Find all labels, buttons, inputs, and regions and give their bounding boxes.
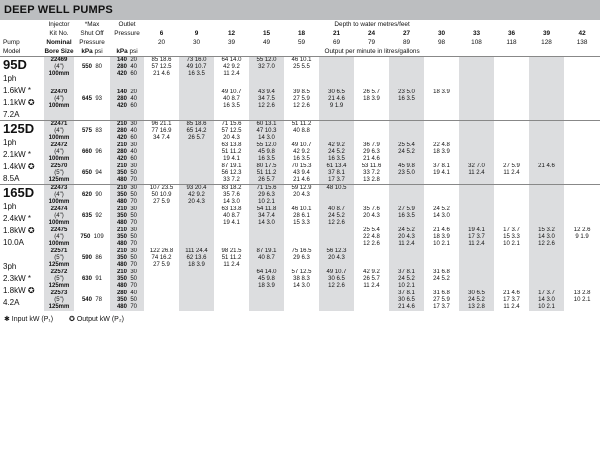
output-cell — [564, 163, 600, 185]
output-cell: 122 26.8 74 16.2 27 5.9 — [149, 248, 174, 268]
output-cell: 22 4.8 18 3.9 — [433, 142, 450, 155]
model-name: 165D — [3, 185, 35, 200]
output-cell — [354, 121, 389, 143]
kit-cell: 22473 (4") 100mm — [44, 185, 74, 207]
output-cell: 55 12.0 45 9.8 16 3.5 — [249, 142, 284, 163]
outlet-cell: 210 30 350 50 480 70 — [110, 227, 144, 248]
injector-label: Injector — [44, 20, 74, 29]
kit-cell: 22472 (4") 100mm — [44, 142, 74, 163]
depth-ft: 98 — [424, 38, 459, 47]
output-cell — [564, 57, 600, 89]
output-cell: 31 6.8 27 5.9 17 3.7 — [433, 290, 450, 310]
output-cell — [494, 89, 529, 121]
output-cell: 98 21.5 51 11.2 11 2.4 — [221, 248, 242, 268]
output-cell — [179, 227, 214, 248]
output-cell — [564, 121, 600, 143]
output-cell: 60 13.1 47 10.3 14 3.0 — [249, 121, 284, 143]
depth-m: 30 — [424, 29, 459, 38]
model-spec: 3ph — [3, 262, 17, 271]
output-cell — [564, 185, 600, 207]
kit-cell: 22475 (4") 100mm — [44, 227, 74, 248]
outlet-cell: 210 30 350 50 480 70 — [110, 163, 144, 185]
model-spec: 4.2A — [3, 298, 20, 307]
depth-m: 6 — [144, 29, 179, 38]
output-cell — [459, 121, 494, 143]
output-cell — [389, 248, 424, 269]
output-cell: 15 3.2 14 3.0 12 2.6 — [529, 227, 564, 248]
depth-ft: 39 — [214, 38, 249, 47]
table-row — [0, 89, 600, 121]
output-cell — [529, 142, 564, 163]
shut-off-cell: 630 91 — [81, 276, 103, 282]
depth-ft: 69 — [319, 38, 354, 47]
output-cell: 35 7.6 20 4.3 — [363, 206, 380, 219]
outlet-pressure-label: Pressure — [110, 29, 144, 38]
output-cell: 87 19.1 56 12.3 33 7.2 — [221, 163, 242, 183]
output-cell: 43 9.4 34 7.5 12 2.6 — [249, 89, 284, 121]
output-cell — [494, 57, 529, 89]
output-cell: 83 18.2 35 7.6 14 3.0 — [214, 185, 249, 207]
table-row — [0, 206, 600, 227]
shut-off-cell: 620 90 — [74, 185, 110, 207]
output-cell — [529, 89, 564, 121]
model-spec: 1.4kW ✪ — [3, 162, 35, 171]
depth-m: 12 — [214, 29, 249, 38]
output-cell: 71 15.6 29 6.3 10 2.1 — [249, 185, 284, 207]
output-cell: 40 8.7 24 5.2 12 2.6 — [319, 206, 354, 227]
output-cell — [214, 290, 249, 311]
kit-cell: 22571 (5") 125mm — [44, 248, 74, 269]
kit-no-label: Kit No. — [44, 29, 74, 38]
output-cell — [564, 206, 600, 227]
model-spec: 7.2A — [3, 110, 20, 119]
output-cell — [144, 227, 179, 248]
kit-cell: 22470 (4") 100mm — [44, 89, 74, 121]
output-cell: 75 16.5 29 6.3 — [291, 248, 312, 261]
depth-m: 27 — [389, 29, 424, 38]
output-cell: 23 5.0 16 3.5 — [389, 89, 424, 121]
output-cell: 26 5.7 18 3.9 — [363, 88, 380, 102]
table-row — [0, 290, 600, 311]
output-cell — [214, 269, 249, 290]
output-cell: 49 10.7 30 6.5 12 2.6 — [319, 269, 354, 290]
depth-ft: 118 — [494, 38, 529, 47]
output-cell — [494, 269, 529, 290]
kit-cell: 22474 (4") 100mm — [44, 206, 74, 227]
model-spec: 1.8kW ✪ — [3, 226, 35, 235]
output-cell: 96 21.1 77 16.9 34 7.4 — [144, 121, 179, 143]
table-row — [0, 269, 600, 290]
outlet-cell: 210 30 280 40 420 60 — [110, 142, 144, 163]
output-cell — [179, 89, 214, 121]
output-cell — [459, 142, 494, 163]
depth-m: 24 — [354, 29, 389, 38]
output-cell: 24 5.2 14 3.0 — [433, 206, 450, 219]
output-cell: 36 7.9 29 6.3 21 4.6 — [363, 142, 380, 162]
output-cell: 25 5.4 22 4.8 12 2.6 — [363, 227, 380, 247]
table-row — [0, 185, 600, 207]
outlet-label: Outlet — [110, 20, 144, 29]
output-cell: 80 17.5 51 11.2 26 5.7 — [249, 163, 284, 185]
output-cell: 45 9.8 23 5.0 — [389, 163, 424, 185]
shut-off-cell: 590 86 — [81, 255, 103, 261]
depth-m: 21 — [319, 29, 354, 38]
output-cell — [529, 248, 564, 269]
output-cell — [459, 248, 494, 269]
output-cell: 59 12.9 20 4.3 — [284, 185, 319, 207]
output-cell — [459, 89, 494, 121]
output-cell — [354, 185, 389, 207]
output-cell — [494, 142, 529, 163]
kit-cell: 22573 (5") 125mm — [44, 290, 74, 311]
outlet-cell: 210 30 350 50 480 70 — [110, 185, 144, 207]
max-label: *Max — [74, 20, 110, 29]
model-spec: 1.1kW ✪ — [3, 98, 35, 107]
output-cell — [529, 269, 564, 290]
output-cell — [144, 89, 179, 121]
outlet-cell: 210 30 350 50 480 70 — [110, 206, 144, 227]
table-row — [0, 142, 600, 163]
output-cell: 70 15.3 43 9.4 21 4.6 — [291, 163, 312, 183]
kit-cell: 22570 (5") 125mm — [44, 163, 74, 185]
output-cell — [354, 57, 389, 89]
model-spec: 1ph — [3, 202, 17, 211]
depth-ft: 128 — [529, 38, 564, 47]
pump-performance-table — [0, 20, 600, 311]
output-cell — [319, 121, 354, 143]
depth-ft: 108 — [459, 38, 494, 47]
output-cell — [354, 248, 389, 269]
output-cell — [319, 227, 354, 248]
output-cell: 18 3.9 — [433, 88, 450, 95]
output-cell: 49 10.7 40 8.7 16 3.5 — [221, 88, 242, 109]
output-cell — [494, 121, 529, 143]
model-cell — [0, 57, 44, 121]
output-kw-legend: ✪ Output kW (P₂) — [69, 316, 124, 323]
shut-off-label: Shut Off — [74, 29, 110, 38]
depth-m: 18 — [284, 29, 319, 38]
output-cell — [424, 121, 459, 143]
model-cell — [0, 121, 44, 185]
outlet-cell: 210 30 280 40 420 60 — [110, 121, 144, 143]
output-cell: 21 4.6 — [529, 163, 564, 185]
output-cell — [424, 248, 459, 269]
output-cell — [319, 57, 354, 89]
output-cell — [494, 185, 529, 207]
output-cell: 87 19.1 40 8.7 — [249, 248, 284, 269]
outlet-cell: 210 30 350 50 480 70 — [110, 248, 144, 269]
table-row — [0, 163, 600, 185]
output-cell — [529, 57, 564, 89]
model-spec: 1ph — [3, 138, 17, 147]
depth-ft: 138 — [564, 38, 600, 47]
model-spec: 1ph — [3, 74, 17, 83]
output-cell — [144, 142, 179, 163]
output-cell: 17 3.7 14 3.0 10 2.1 — [529, 290, 564, 311]
depth-m: 39 — [529, 29, 564, 38]
outlet-cell: 140 20 280 40 420 60 — [110, 57, 144, 89]
output-cell: 55 12.0 32 7.0 — [249, 57, 284, 89]
model-spec: 2.1kW * — [3, 150, 32, 159]
output-cell — [249, 290, 284, 311]
output-cell: 21 4.6 17 3.7 11 2.4 — [503, 290, 520, 310]
output-cell — [459, 269, 494, 290]
outlet-units: kPa psi — [110, 47, 144, 57]
model-spec: 2.3kW * — [3, 274, 32, 283]
depth-ft: 20 — [144, 38, 179, 47]
output-cell: 31 6.8 24 5.2 — [433, 269, 450, 282]
output-cell — [389, 121, 424, 143]
output-cell: 37 8.1 30 6.5 21 4.6 — [389, 290, 424, 311]
output-cell — [459, 206, 494, 227]
model-spec: 2.4kW * — [3, 214, 32, 223]
output-cell: 32 7.0 11 2.4 — [459, 163, 494, 185]
kit-cell: 22469 (4") 100mm — [44, 57, 74, 89]
output-cell: 21 4.6 18 3.9 10 2.1 — [433, 227, 450, 247]
model-spec: 8.5A — [3, 174, 20, 183]
output-cell: 27 5.9 16 3.5 — [389, 206, 424, 227]
output-cell: 42 9.2 26 5.7 11 2.4 — [363, 269, 380, 289]
page-title: DEEP WELL PUMPS — [0, 0, 600, 20]
output-cell — [564, 269, 600, 290]
output-cell — [179, 163, 214, 185]
depth-m: 15 — [249, 29, 284, 38]
model-cell — [0, 185, 44, 312]
output-cell — [424, 185, 459, 207]
model-label: Model — [0, 47, 44, 57]
table-row — [0, 57, 600, 89]
output-cell: 53 11.6 33 7.2 13 2.8 — [361, 163, 382, 183]
output-cell — [284, 290, 319, 311]
depth-m: 42 — [564, 29, 600, 38]
output-cell: 27 5.9 11 2.4 — [503, 163, 520, 176]
output-cell — [564, 89, 600, 121]
output-cell — [179, 290, 214, 311]
output-cell — [564, 142, 600, 163]
shut-off-cell: 660 96 — [81, 149, 103, 155]
output-cell: 51 11.2 40 8.8 — [284, 121, 319, 143]
pump-label: Pump — [0, 38, 44, 47]
output-cell — [144, 163, 179, 185]
output-cell: 63 13.8 40 8.7 19 4.1 — [221, 206, 242, 226]
depth-ft: 49 — [249, 38, 284, 47]
output-cell: 30 6.5 21 4.6 9 1.9 — [319, 89, 354, 121]
output-cell — [179, 142, 214, 163]
output-cell: 64 14.0 42 9.2 11 2.4 — [214, 57, 249, 89]
output-cell — [424, 57, 459, 89]
output-cell — [564, 248, 600, 269]
output-cell: 30 6.5 24 5.2 13 2.8 — [459, 290, 494, 311]
output-cell: 73 16.0 49 10.7 16 3.5 — [179, 57, 214, 89]
depth-m: 9 — [179, 29, 214, 38]
output-cell: 85 18.6 65 14.2 26 5.7 — [179, 121, 214, 143]
pressure-label: Pressure — [74, 38, 110, 47]
output-cell: 64 14.0 45 9.8 18 3.9 — [249, 269, 284, 290]
output-cell: 57 12.5 38 8.3 14 3.0 — [291, 269, 312, 289]
output-cell: 54 11.8 34 7.4 14 3.0 — [249, 206, 284, 227]
legend — [0, 315, 600, 323]
output-cell: 71 15.6 57 12.5 20 4.3 — [214, 121, 249, 143]
output-cell: 24 5.2 20 4.3 11 2.4 — [389, 227, 424, 248]
output-cell: 12 2.6 9 1.9 — [573, 227, 591, 240]
output-cell: 61 13.4 37 8.1 17 3.7 — [319, 163, 354, 185]
depth-label: Depth to water metres/feet — [144, 20, 600, 29]
shut-off-cell: 650 94 — [81, 170, 103, 176]
shut-off-cell: 540 78 — [81, 297, 103, 303]
output-cell: 13 2.8 10 2.1 — [573, 290, 591, 303]
output-cell: 63 13.8 51 11.2 19 4.1 — [221, 142, 242, 162]
output-cell — [459, 185, 494, 207]
output-cell — [179, 269, 214, 290]
model-name: 125D — [3, 121, 35, 136]
output-cell: 93 20.4 42 9.2 20 4.3 — [179, 185, 214, 207]
output-cell: 37 8.1 24 5.2 10 2.1 — [389, 269, 424, 290]
model-spec: 1.8kW ✪ — [3, 286, 35, 295]
output-cell: 49 10.7 42 9.2 16 3.5 — [291, 142, 312, 162]
output-cell — [284, 227, 319, 248]
table-row — [0, 121, 600, 143]
output-cell: 19 4.1 17 3.7 11 2.4 — [459, 227, 494, 248]
output-cell: 37 8.1 19 4.1 — [433, 163, 450, 176]
output-label: Output per minute in litres/gallons — [144, 47, 600, 57]
output-cell: 46 10.1 25 5.5 — [284, 57, 319, 89]
output-cell — [529, 206, 564, 227]
output-cell — [354, 290, 389, 311]
output-cell — [529, 121, 564, 143]
table-row — [0, 227, 600, 248]
bore-size-label: Bore Size — [44, 48, 74, 55]
output-cell — [494, 248, 529, 269]
nominal-label: Nominal — [44, 38, 74, 47]
output-cell: 42 9.2 24 5.2 16 3.5 — [319, 142, 354, 163]
output-cell — [319, 290, 354, 311]
output-cell: 17 3.7 15 3.3 10 2.1 — [503, 227, 520, 247]
output-cell: 46 10.1 28 6.1 15 3.3 — [291, 206, 312, 226]
shut-off-cell: 575 83 — [74, 121, 110, 143]
input-kw-legend: ✱ Input kW (P₁) — [4, 316, 54, 323]
model-spec: 10.0A — [3, 238, 24, 247]
model-name: 95D — [3, 57, 27, 72]
model-spec: 1.6kW * — [3, 86, 32, 95]
output-cell: 56 12.3 20 4.3 — [319, 248, 354, 269]
output-cell — [494, 206, 529, 227]
shut-off-cell: 635 92 — [81, 213, 103, 219]
shut-off-cell: 645 93 — [81, 95, 103, 102]
kit-cell: 22471 (4") 100mm — [44, 121, 74, 143]
depth-m: 33 — [459, 29, 494, 38]
output-cell — [214, 227, 249, 248]
depth-ft: 79 — [354, 38, 389, 47]
depth-ft: 30 — [179, 38, 214, 47]
output-cell — [144, 206, 179, 227]
output-cell: 111 24.4 62 13.6 18 3.9 — [179, 248, 214, 269]
output-cell — [529, 185, 564, 207]
depth-ft: 59 — [284, 38, 319, 47]
output-cell: 25 5.4 24 5.2 — [389, 142, 424, 163]
kit-cell: 22572 (5") 125mm — [44, 269, 74, 290]
shut-units: kPa psi — [74, 47, 110, 57]
output-cell: 107 23.5 50 10.9 27 5.9 — [144, 185, 179, 207]
output-cell — [459, 57, 494, 89]
output-cell: 85 18.6 57 12.5 21 4.6 — [144, 57, 179, 89]
outlet-cell: 280 40 350 50 480 70 — [110, 290, 144, 311]
output-cell — [249, 227, 284, 248]
output-cell — [144, 269, 179, 290]
depth-m: 36 — [494, 29, 529, 38]
output-cell: 48 10.5 — [319, 185, 354, 207]
depth-ft: 89 — [389, 38, 424, 47]
shut-off-cell: 550 80 — [74, 57, 110, 89]
shut-off-cell: 750 109 — [80, 234, 104, 240]
table-row — [0, 248, 600, 269]
outlet-cell: 140 20 280 40 420 60 — [110, 89, 144, 121]
output-cell — [389, 57, 424, 89]
output-cell: 39 8.5 27 5.9 12 2.6 — [293, 88, 310, 109]
output-cell — [179, 206, 214, 227]
output-cell — [144, 290, 179, 311]
outlet-cell: 210 30 350 50 480 70 — [110, 269, 144, 290]
output-cell — [389, 185, 424, 207]
